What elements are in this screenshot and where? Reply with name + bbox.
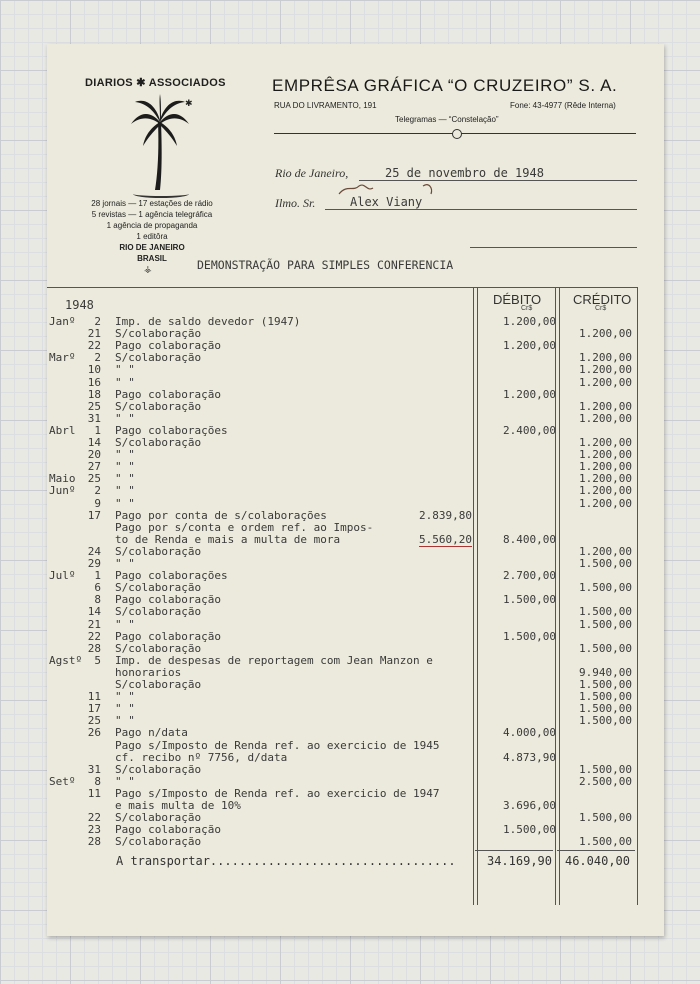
row-description: S/colaboração <box>115 399 202 413</box>
row-description: Pago colaborações <box>115 423 228 437</box>
row-day: 9 <box>94 496 101 510</box>
total-credit: 46.040,00 <box>564 854 630 868</box>
company-telegrams: Telegramas — “Constelação” <box>395 115 499 124</box>
row-day: 10 <box>87 363 101 377</box>
row-description: S/colaboração <box>115 544 202 558</box>
row-credit: 1.200,00 <box>579 460 632 474</box>
table-row <box>47 763 664 775</box>
row-description: S/colaboração <box>115 811 202 825</box>
table-row <box>47 497 664 509</box>
table-row <box>47 351 664 363</box>
row-credit: 1.200,00 <box>579 351 632 365</box>
table-row <box>47 714 664 726</box>
table-top-rule <box>47 287 637 288</box>
row-debit: 1.500,00 <box>503 593 556 607</box>
table-row <box>47 630 664 642</box>
row-description: to de Renda e mais a multa de mora <box>115 532 341 546</box>
row-description: Imp. de despesas de reportagem com Jean Manzon e <box>115 653 433 667</box>
table-row <box>47 642 664 654</box>
table-row <box>47 460 664 472</box>
row-description: Pago colaboração <box>115 339 221 353</box>
row-description: " " <box>115 375 135 389</box>
ledger-year: 1948 <box>65 298 94 312</box>
document-sheet <box>47 44 664 936</box>
row-day: 2 <box>94 315 101 328</box>
row-day: 18 <box>87 387 101 401</box>
row-day: 21 <box>87 617 101 631</box>
row-description: " " <box>115 448 135 462</box>
logo-city: RIO DE JANEIRO <box>119 243 185 252</box>
row-description: Pago colaboração <box>115 593 221 607</box>
rule-ornament <box>452 129 462 139</box>
row-debit: 1.200,00 <box>503 387 556 401</box>
row-description: " " <box>115 411 135 425</box>
row-day: 17 <box>87 508 101 522</box>
transport-label: A transportar.................................. <box>116 854 456 868</box>
table-row <box>47 618 664 630</box>
row-description: " " <box>115 714 135 728</box>
row-credit: 9.940,00 <box>579 665 632 679</box>
row-credit: 1.200,00 <box>579 399 632 413</box>
row-description: honorarios <box>115 665 182 679</box>
credit-total-rule <box>557 850 635 851</box>
row-credit: 1.200,00 <box>579 484 632 498</box>
table-row <box>47 339 664 351</box>
row-credit: 1.500,00 <box>579 835 632 849</box>
row-credit: 1.200,00 <box>579 448 632 462</box>
row-subamount: 2.839,80 <box>419 508 472 522</box>
row-month: Abrl <box>49 423 76 437</box>
row-credit: 1.500,00 <box>579 581 632 595</box>
row-day: 21 <box>87 327 101 341</box>
logo-line: 28 jornais — 17 estações de rádio <box>91 199 213 208</box>
row-credit: 1.200,00 <box>579 472 632 486</box>
row-description: " " <box>115 496 135 510</box>
table-row <box>47 521 664 533</box>
logo-line: 5 revistas — 1 agência telegráfica <box>91 210 213 219</box>
statement-title: DEMONSTRAÇÃO PARA SIMPLES CONFERENCIA <box>197 258 454 272</box>
row-description: " " <box>115 690 135 704</box>
table-row <box>47 327 664 339</box>
table-row <box>47 823 664 835</box>
row-description: S/colaboração <box>115 351 202 365</box>
row-credit: 1.500,00 <box>579 641 632 655</box>
row-day: 1 <box>94 423 101 437</box>
row-description: Pago por conta de s/colaborações <box>115 508 327 522</box>
row-description: S/colaboração <box>115 835 202 849</box>
table-row <box>47 448 664 460</box>
row-description: Pago colaboração <box>115 629 221 643</box>
row-description: S/colaboração <box>115 581 202 595</box>
row-credit: 1.200,00 <box>579 496 632 510</box>
table-row <box>47 581 664 593</box>
row-description: S/colaboração <box>115 327 202 341</box>
table-row <box>47 545 664 557</box>
row-description: e mais multa de 10% <box>115 799 241 812</box>
row-description: S/colaboração <box>115 605 202 619</box>
row-day: 24 <box>87 544 101 558</box>
row-day: 2 <box>94 484 101 498</box>
row-debit: 4.000,00 <box>503 726 556 740</box>
row-credit: 2.500,00 <box>579 774 632 788</box>
ornament-icon: ⚶ <box>144 265 152 275</box>
row-month: Janº <box>49 315 76 328</box>
row-credit: 1.500,00 <box>579 762 632 776</box>
row-credit: 1.500,00 <box>579 690 632 704</box>
row-credit: 1.500,00 <box>579 617 632 631</box>
row-month: Marº <box>49 351 76 365</box>
logo-country: BRASIL <box>137 254 167 263</box>
row-credit: 1.200,00 <box>579 375 632 389</box>
row-day: 20 <box>87 448 101 462</box>
row-day: 28 <box>87 835 101 849</box>
row-subamount: 5.560,20 <box>419 532 472 546</box>
row-credit: 1.500,00 <box>579 702 632 716</box>
row-debit: 2.400,00 <box>503 423 556 437</box>
row-month: Setº <box>49 774 76 788</box>
table-row <box>47 751 664 763</box>
table-row <box>47 666 664 678</box>
row-credit: 1.200,00 <box>579 327 632 341</box>
row-day: 2 <box>94 351 101 365</box>
row-credit: 1.200,00 <box>579 436 632 449</box>
debit-header: DÉBITO <box>493 292 542 307</box>
row-debit: 2.700,00 <box>503 569 556 583</box>
table-row <box>47 811 664 823</box>
table-row <box>47 593 664 605</box>
row-description: S/colaboração <box>115 762 202 776</box>
row-debit: 1.500,00 <box>503 629 556 643</box>
city-label: Rio de Janeiro, <box>275 166 349 180</box>
row-debit: 3.696,00 <box>503 799 556 812</box>
table-row <box>47 436 664 448</box>
row-debit: 1.500,00 <box>503 823 556 837</box>
row-description: Pago por s/conta e ordem ref. ao Impos- <box>115 520 374 534</box>
row-description: " " <box>115 472 135 486</box>
row-description: " " <box>115 617 135 631</box>
table-row <box>47 363 664 375</box>
row-description: Pago s/Imposto de Renda ref. ao exercicio de 1945 <box>115 738 440 752</box>
row-day: 5 <box>94 653 101 667</box>
row-debit: 1.200,00 <box>503 315 556 328</box>
row-credit: 1.200,00 <box>579 544 632 558</box>
row-month: Junº <box>49 484 76 498</box>
row-credit: 1.200,00 <box>579 411 632 425</box>
handwritten-mark <box>337 180 447 200</box>
row-day: 1 <box>94 569 101 583</box>
row-day: 11 <box>87 690 101 704</box>
logo-line: 1 agência de propaganda <box>106 221 198 230</box>
row-description: " " <box>115 484 135 498</box>
table-row <box>47 315 664 327</box>
table-row <box>47 605 664 617</box>
row-day: 25 <box>87 714 101 728</box>
row-description: Pago s/Imposto de Renda ref. ao exercicio de 1947 <box>115 786 440 800</box>
row-day: 8 <box>94 774 101 788</box>
table-row <box>47 412 664 424</box>
row-day: 22 <box>87 339 101 353</box>
row-description: cf. recibo nº 7756, d/data <box>115 750 288 764</box>
logo-title: DIARIOS ✱ ASSOCIADOS <box>85 77 226 89</box>
star-icon <box>87 89 237 109</box>
row-day: 16 <box>87 375 101 389</box>
row-month: Agstº <box>49 653 83 667</box>
row-credit: 1.500,00 <box>579 811 632 825</box>
table-row <box>47 376 664 388</box>
letter-date: 25 de novembro de 1948 <box>385 166 544 180</box>
table-row <box>47 388 664 400</box>
company-name: EMPRÊSA GRÁFICA “O CRUZEIRO” S. A. <box>272 76 618 95</box>
row-credit: 1.500,00 <box>579 557 632 570</box>
island-mark <box>133 190 189 198</box>
row-description: Pago n/data <box>115 726 188 740</box>
row-day: 6 <box>94 581 101 595</box>
debit-currency: Cr$ <box>521 305 533 312</box>
table-row <box>47 400 664 412</box>
table-row <box>47 569 664 581</box>
table-row <box>47 799 664 811</box>
credit-header: CRÉDITO <box>573 292 632 307</box>
row-debit: 4.873,90 <box>503 750 556 764</box>
table-row <box>47 702 664 714</box>
row-day: 31 <box>87 762 101 776</box>
addressee-label: Ilmo. Sr. <box>275 196 316 210</box>
row-day: 31 <box>87 411 101 425</box>
table-row <box>47 787 664 799</box>
row-description: S/colaboração <box>115 678 202 691</box>
row-month: Maio <box>49 472 76 486</box>
table-row <box>47 678 664 690</box>
row-description: Pago colaboração <box>115 387 221 401</box>
row-day: 14 <box>87 436 101 449</box>
row-day: 8 <box>94 593 101 607</box>
table-row <box>47 775 664 787</box>
row-description: Pago colaborações <box>115 569 228 583</box>
row-day: 27 <box>87 460 101 474</box>
row-credit: 1.200,00 <box>579 363 632 377</box>
table-row <box>47 472 664 484</box>
row-debit: 8.400,00 <box>503 532 556 546</box>
row-description: " " <box>115 702 135 716</box>
debit-total-rule <box>475 850 553 851</box>
svg-text:✱: ✱ <box>185 99 193 109</box>
row-day: 23 <box>87 823 101 837</box>
row-month: Julº <box>49 569 76 583</box>
row-day: 26 <box>87 726 101 740</box>
row-day: 25 <box>87 399 101 413</box>
row-day: 14 <box>87 605 101 619</box>
row-description: " " <box>115 460 135 474</box>
row-day: 22 <box>87 629 101 643</box>
credit-currency: Cr$ <box>595 305 607 312</box>
row-credit: 1.500,00 <box>579 605 632 619</box>
row-day: 17 <box>87 702 101 716</box>
row-description: " " <box>115 363 135 377</box>
table-row <box>47 533 664 545</box>
table-row <box>47 739 664 751</box>
company-phone: Fone: 43-4977 (Rêde Interna) <box>510 101 616 110</box>
table-row <box>47 484 664 496</box>
table-row <box>47 835 664 847</box>
addressee-name: Alex Viany <box>350 195 423 209</box>
row-description: " " <box>115 557 135 570</box>
row-description: Imp. de saldo devedor (1947) <box>115 315 301 328</box>
row-day: 11 <box>87 786 101 800</box>
table-row <box>47 690 664 702</box>
table-row <box>47 726 664 738</box>
row-day: 22 <box>87 811 101 825</box>
table-row <box>47 654 664 666</box>
row-credit: 1.500,00 <box>579 678 632 691</box>
row-day: 28 <box>87 641 101 655</box>
row-credit: 1.500,00 <box>579 714 632 728</box>
blank-line <box>470 247 637 248</box>
row-description: S/colaboração <box>115 641 202 655</box>
row-description: S/colaboração <box>115 436 202 449</box>
table-row <box>47 424 664 436</box>
row-description: Pago colaboração <box>115 823 221 837</box>
row-day: 25 <box>87 472 101 486</box>
table-row <box>47 509 664 521</box>
logo-line: 1 editôra <box>136 232 168 241</box>
row-debit: 1.200,00 <box>503 339 556 353</box>
addressee-line <box>325 209 637 210</box>
row-description: " " <box>115 774 135 788</box>
total-debit: 34.169,90 <box>486 854 552 868</box>
table-row <box>47 557 664 569</box>
company-address: RUA DO LIVRAMENTO, 191 <box>274 101 377 110</box>
row-day: 29 <box>87 557 101 570</box>
